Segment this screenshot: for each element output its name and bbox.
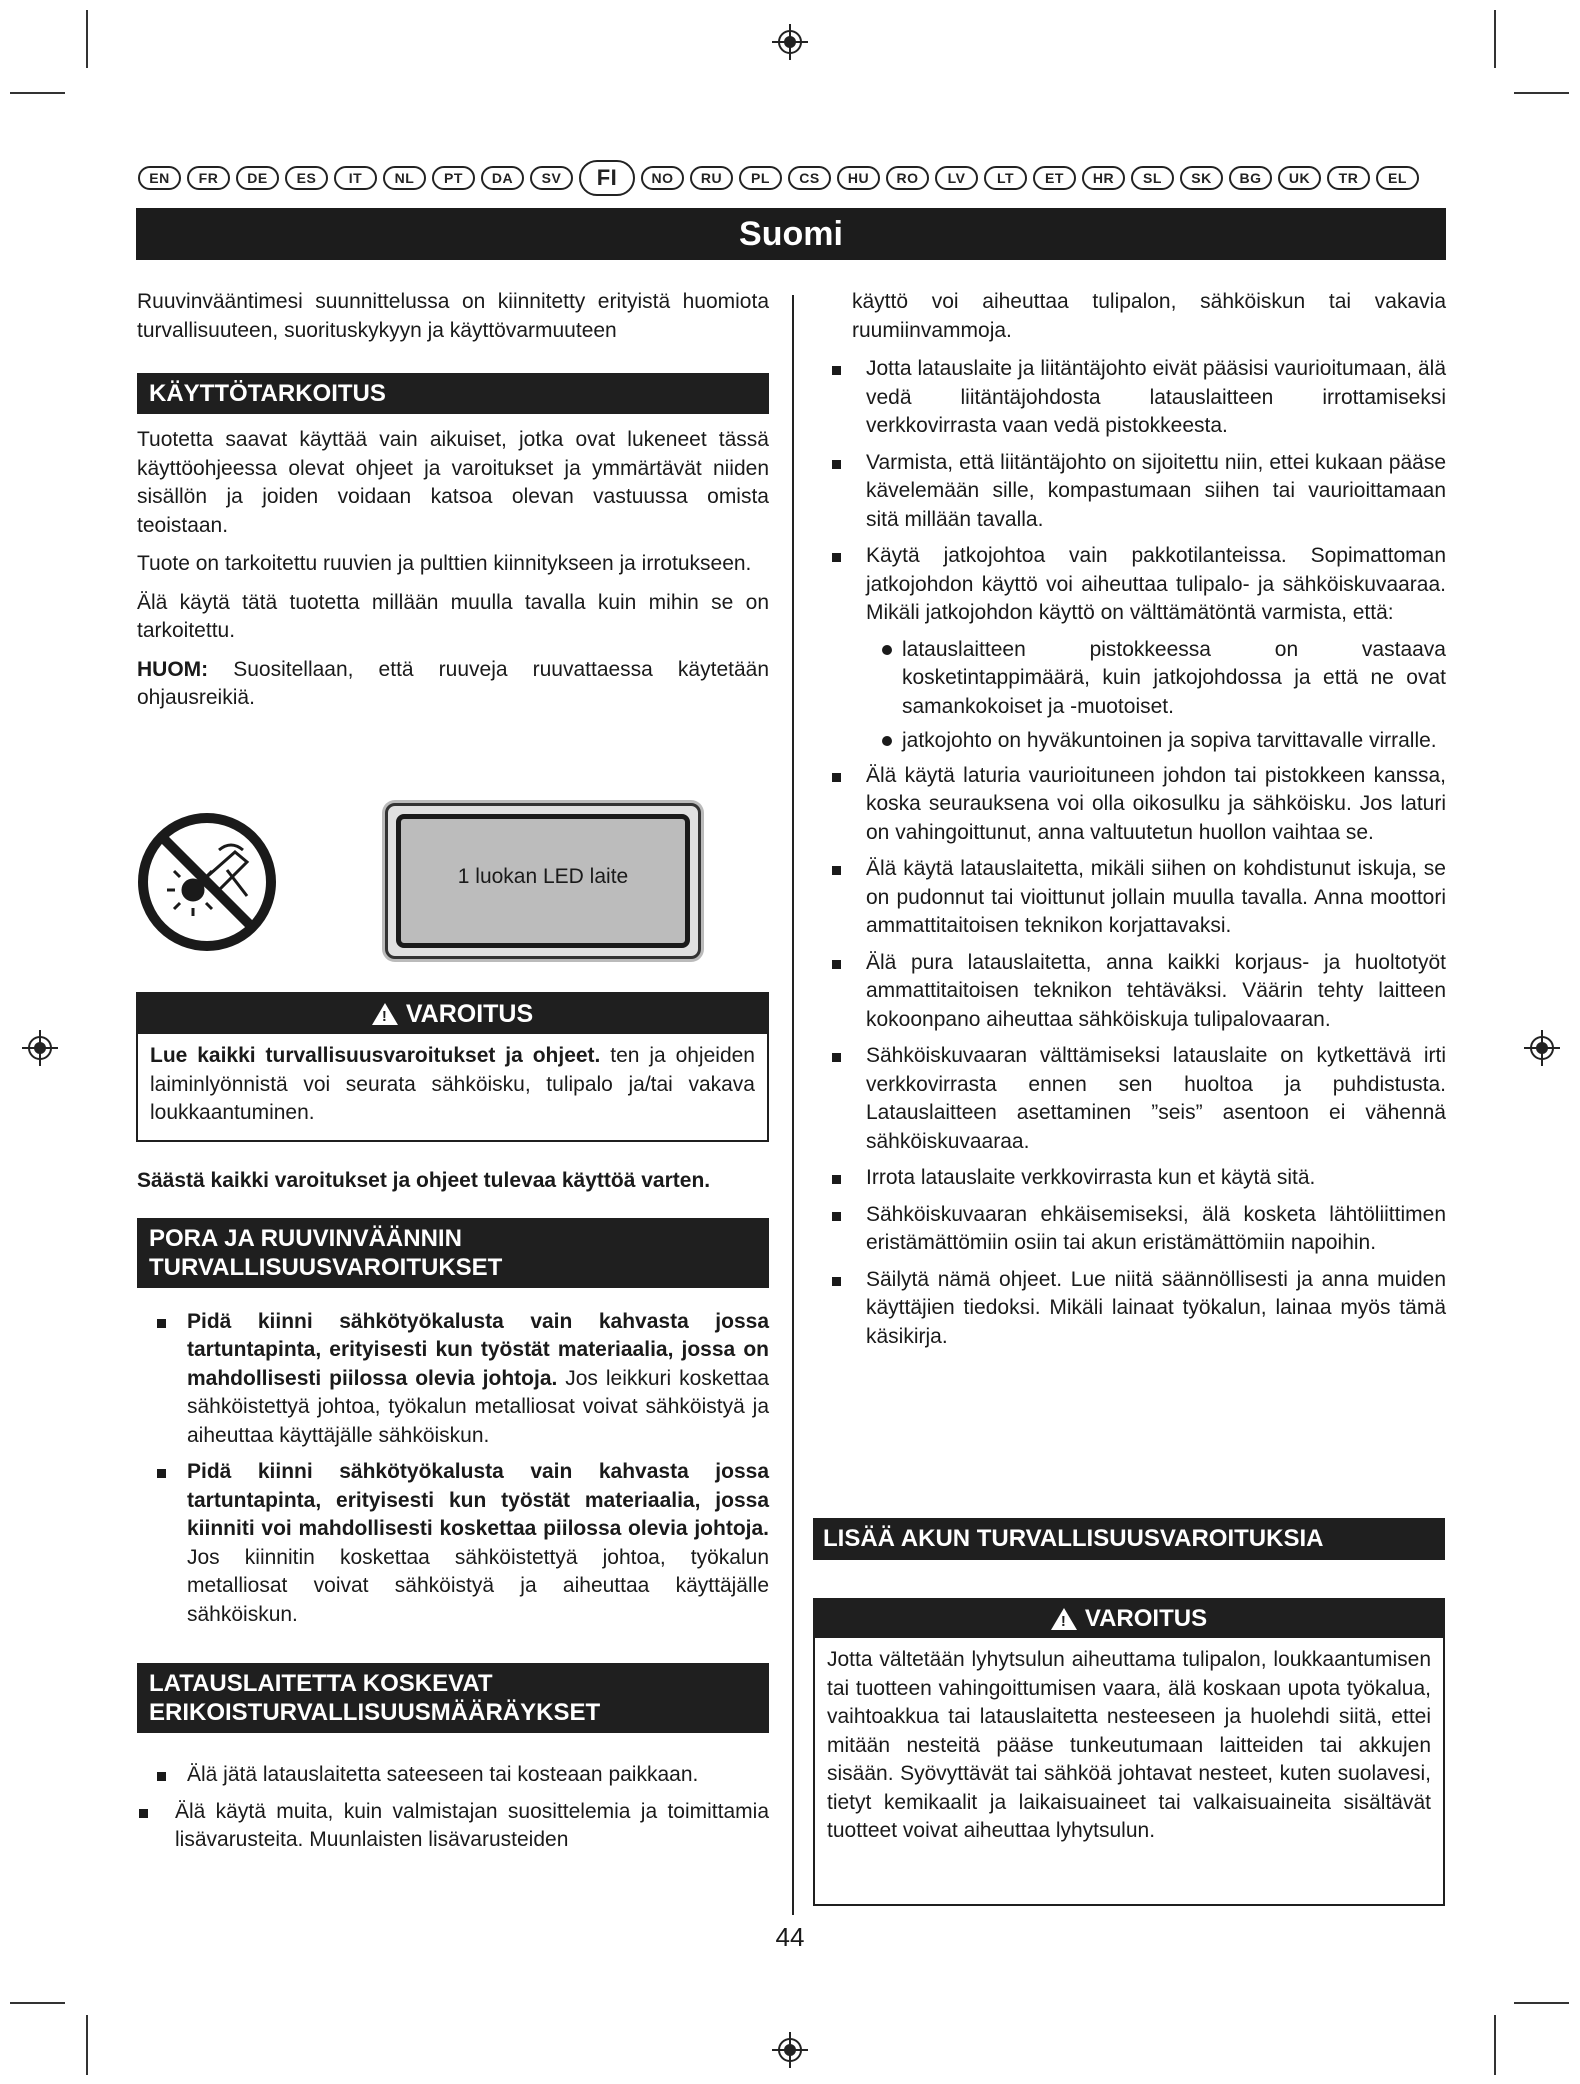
crop-mark — [1494, 10, 1496, 68]
crop-mark — [1494, 2015, 1496, 2075]
language-badge-et: ET — [1033, 166, 1076, 190]
language-badge-fi: FI — [579, 160, 635, 196]
bullet-text: Sähköiskuvaaran välttämiseksi latauslaite on kytkettävä irti verkkovirrasta ennen sen huoltoa ja puhdistusta. Latauslaitteen asettaminen ”seis” asentoon ei vähennä sähköiskuvaaraa. — [866, 1044, 1446, 1153]
registration-mark-icon — [770, 2030, 810, 2070]
sub-bullet-item — [814, 636, 1446, 722]
section-heading: LISÄÄ AKUN TURVALLISUUSVAROITUKSIA — [813, 1518, 1445, 1560]
crop-mark — [1514, 2002, 1569, 2004]
crop-mark — [1514, 92, 1569, 94]
bullet-item — [145, 1761, 769, 1790]
bullet-bold: Pidä kiinni sähkötyökalusta vain kahvasta jossa tartuntapinta, erityisesti kun työstät materiaalia, jossa kiinniti voi mahdollisesti koskettaa piilossa olevia johtoja. — [187, 1460, 769, 1540]
paragraph: Tuotetta saavat käyttää vain aikuiset, jotka ovat lukeneet tässä käyttöohjeessa olevat ohjeet ja varoitukset ja ymmärtävät niiden sisällön ja joiden voidaan katsoa olevan vastuussa omista teoistaan. — [137, 428, 769, 537]
section-heading — [137, 1663, 769, 1733]
bullet-text: Käytä jatkojohtoa vain pakkotilanteissa. Sopimattoman jatkojohdon käyttö voi aiheuttaa tulipalo- ja sähköiskuvaaraa. Mikäli jatkojohdon käyttö on välttämätöntä varmista, että: — [866, 544, 1446, 624]
sub-bullet-text: latauslaitteen pistokkeessa on vastaava kosketintappimäärä, kuin jatkojohdossa ja että ne ovat samankokoiset ja -muotoiset. — [902, 637, 1446, 718]
bullet-text: Jotta latauslaite ja liitäntäjohto eivät pääsisi vaurioitumaan, älä vedä liitäntäjohdosta latauslaitteen irrottamiseksi verkkovirrasta vaan vedä pistokkeesta. — [866, 357, 1446, 437]
heading-line: ERIKOISTURVALLISUUSMÄÄRÄYKSET — [149, 1699, 601, 1726]
language-badge-no: NO — [641, 166, 684, 190]
bullet-text: Älä jätä latauslaitetta sateeseen tai kosteaan paikkaan. — [187, 1763, 699, 1786]
language-badge-sk: SK — [1180, 166, 1223, 190]
heading-line: PORA JA RUUVINVÄÄNNIN — [149, 1224, 462, 1252]
language-badge-pt: PT — [432, 166, 475, 190]
bullet-text: Varmista, että liitäntäjohto on sijoitettu niin, ettei kukaan pääse kävelemään sille, kompastumaan siihen tai vaurioittamaan sitä millään tavalla. — [866, 450, 1446, 531]
no-laser-icon — [135, 810, 280, 955]
warning-title: VAROITUS — [1084, 1605, 1208, 1632]
warning-title: VAROITUS — [405, 999, 534, 1028]
warning-bold: Lue kaikki turvallisuusvaroitukset ja ohjeet. — [150, 1044, 601, 1067]
language-badge-ro: RO — [886, 166, 929, 190]
bullet-text: Jos leikkuri koskettaa sähköistettyä johtoa, työkalun metalliosat voivat sähköistyä ja aiheuttaa käyttäjälle sähköiskun. — [187, 1366, 769, 1447]
bullet-item — [145, 1458, 769, 1629]
bullet-item — [814, 449, 1446, 535]
bullet-text: Älä käytä muita, kuin valmistajan suosittelemia ja toimittamia lisävarusteita. Muunlaisten lisävarusteiden — [175, 1799, 769, 1851]
language-badge-ru: RU — [690, 166, 733, 190]
bullet-text: Älä pura latauslaitetta, anna kaikki korjaus- ja huoltotyöt ammattitaitoisen teknikon tehtäväksi. Väärin tehty laitteen kokoonpano aiheuttaa sähköiskuja tulipalovaaran. — [866, 950, 1446, 1031]
language-badge-uk: UK — [1278, 166, 1321, 190]
warning-box — [813, 1598, 1445, 1906]
section-heading: KÄYTTÖTARKOITUS — [137, 373, 769, 414]
crop-mark — [10, 2002, 65, 2004]
heading-line: TURVALLISUUSVAROITUKSET — [149, 1253, 503, 1281]
language-badge-cs: CS — [788, 166, 831, 190]
sub-bullet-text: jatkojohto on hyväkuntoinen ja sopiva tarvittavalle virralle. — [902, 729, 1437, 752]
note-text: Suositellaan, että ruuveja ruuvattaessa käytetään ohjausreikiä. — [137, 657, 769, 709]
warning-header — [138, 994, 767, 1034]
section-heading — [137, 1218, 769, 1288]
bullet-text: Älä käytä latauslaitetta, mikäli siihen on kohdistunut iskuja, se on pudonnut tai vioittunut jollain muulla tavalla. Anna moottori ammattitaitoisen teknikon korjattavaksi. — [866, 857, 1446, 937]
language-badge-pl: PL — [739, 166, 782, 190]
bullet-item — [814, 855, 1446, 941]
registration-mark-icon — [770, 22, 810, 62]
led-label-text: 1 luokan LED laite — [457, 865, 629, 888]
language-badge-fr: FR — [187, 166, 230, 190]
language-badge-nl: NL — [383, 166, 426, 190]
bullet-item — [814, 1164, 1446, 1193]
intro-text: Ruuvinvääntimesi suunnittelussa on kiinnitetty erityistä huomiota turvallisuuteen, suorituskykyyn ja käyttövarmuuteen — [137, 290, 769, 342]
crop-mark — [86, 10, 88, 68]
language-badge-en: EN — [138, 166, 181, 190]
bullet-text: Irrota latauslaite verkkovirrasta kun et käytä sitä. — [866, 1166, 1316, 1189]
registration-mark-icon — [20, 1028, 60, 1068]
paragraph: Tuote on tarkoitettu ruuvien ja pulttien kiinnitykseen ja irrotukseen. — [137, 552, 752, 575]
bullet-item — [133, 1798, 769, 1855]
bullet-bold: Pidä kiinni sähkötyökalusta vain kahvasta jossa tartuntapinta, erityisesti kun työstät materiaalia, jossa on mahdollisesti piilossa olevia johtoja. — [187, 1309, 769, 1390]
sub-bullet-item — [814, 727, 1446, 756]
bullet-item — [814, 1201, 1446, 1258]
bullet-item — [814, 949, 1446, 1035]
note-paragraph — [137, 656, 769, 713]
column-divider — [792, 295, 794, 1915]
warning-triangle-icon: ! — [372, 1003, 398, 1025]
right-column — [814, 288, 1446, 1359]
language-badge-hu: HU — [837, 166, 880, 190]
bullet-item — [814, 542, 1446, 628]
language-badge-tr: TR — [1327, 166, 1370, 190]
bullet-text: Älä käytä laturia vaurioituneen johdon tai pistokkeen kanssa, koska seurauksena voi olla oikosulku ja sähköisku. Jos laturi on vahingoittunut, anna valtuutetun huollon vaihtaa se. — [866, 763, 1446, 844]
language-badge-sl: SL — [1131, 166, 1174, 190]
language-selector — [138, 160, 1448, 196]
paragraph: Älä käytä tätä tuotetta millään muulla tavalla kuin mihin se on tarkoitettu. — [137, 590, 769, 642]
left-column-lower — [137, 1167, 769, 1863]
language-badge-lt: LT — [984, 166, 1027, 190]
registration-mark-icon — [1522, 1028, 1562, 1068]
bullet-text: Säilytä nämä ohjeet. Lue niitä säännöllisesti ja anna muiden käyttäjien tiedoksi. Mikäli lainaat työkalun, lainaa myös tämä käsikirja. — [866, 1267, 1446, 1348]
warning-box — [136, 992, 769, 1142]
language-badge-el: EL — [1376, 166, 1419, 190]
page-number: 44 — [775, 1922, 805, 1952]
crop-mark — [86, 2015, 88, 2075]
led-label-box — [385, 803, 701, 959]
warning-text: Jotta vältetään lyhytsulun aiheuttama tulipalon, loukkaantumisen tai tuotteen vahingoittumisen vaara, älä koskaan upota työkalua, vaihtoakkua tai latauslaitetta nesteeseen ja huolehdi siitä, ettei mitään nesteitä pääse tunkeutumaan laitteiden tai akkujen sisään. Syövyttävät tai sähköä johtavat nesteet, kuten suolavesi, tietyt kemikaalit ja laikaisuaineet tai valkaisuaineita sisältävät tuotteet voivat aiheuttaa lyhytsulun. — [827, 1648, 1431, 1842]
language-badge-lv: LV — [935, 166, 978, 190]
save-note: Säästä kaikki varoitukset ja ohjeet tulevaa käyttöä varten. — [137, 1169, 711, 1192]
warning-body: ten ja ohjeiden laiminlyönnistä voi seurata sähköisku, tulipalo ja/tai vakava loukkaantuminen. — [150, 1044, 755, 1124]
warning-triangle-icon: ! — [1051, 1608, 1077, 1630]
page-title: Suomi — [136, 208, 1446, 260]
left-column — [137, 288, 769, 723]
language-badge-es: ES — [285, 166, 328, 190]
warning-text — [138, 1034, 767, 1136]
language-badge-de: DE — [236, 166, 279, 190]
warning-header — [815, 1600, 1443, 1638]
led-label-inner — [396, 814, 690, 948]
heading-line: LATAUSLAITETTA KOSKEVAT — [149, 1670, 493, 1697]
language-badge-bg: BG — [1229, 166, 1272, 190]
paragraph: käyttö voi aiheuttaa tulipalon, sähköiskun tai vakavia ruumiinvammoja. — [852, 290, 1446, 342]
language-badge-hr: HR — [1082, 166, 1125, 190]
bullet-item — [814, 1042, 1446, 1156]
crop-mark — [10, 92, 65, 94]
language-badge-sv: SV — [530, 166, 573, 190]
bullet-item — [814, 1266, 1446, 1352]
language-badge-da: DA — [481, 166, 524, 190]
bullet-item — [814, 762, 1446, 848]
bullet-text: Jos kiinnitin koskettaa sähköistettyä johtoa, työkalun metalliosat voivat sähköistyä ja aiheuttaa käyttäjälle sähköiskun. — [187, 1545, 769, 1626]
note-label: HUOM: — [137, 657, 209, 681]
language-badge-it: IT — [334, 166, 377, 190]
bullet-item — [145, 1308, 769, 1451]
bullet-item — [814, 355, 1446, 441]
bullet-text: Sähköiskuvaaran ehkäisemiseksi, älä kosketa lähtöliittimen eristämättömiin osiin tai akun eristämättömiin napoihin. — [866, 1202, 1446, 1254]
